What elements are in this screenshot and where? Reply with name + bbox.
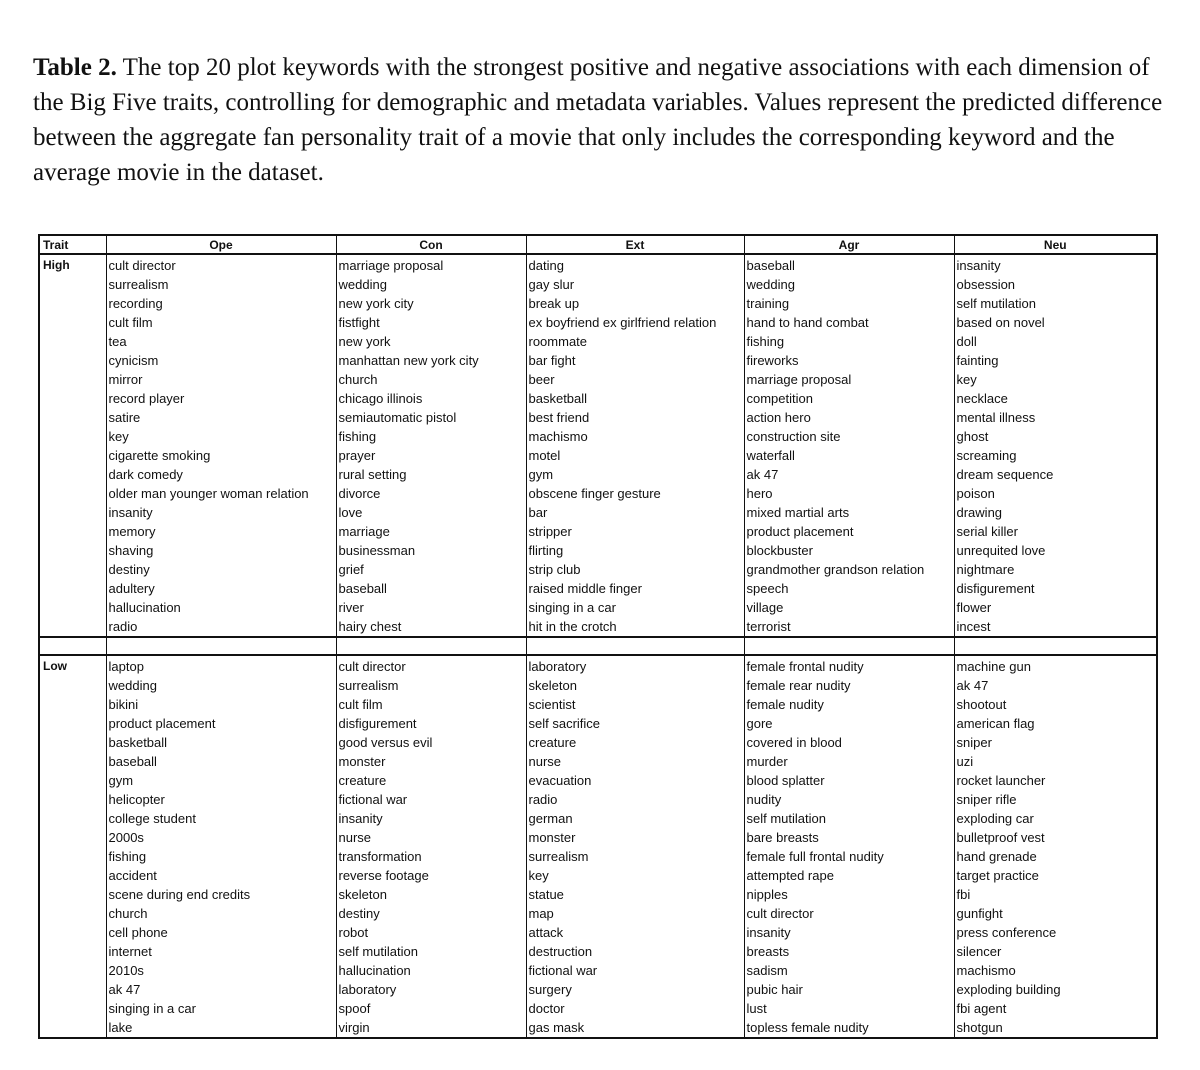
keyword-item: poison <box>956 486 995 501</box>
keyword-item: dark comedy <box>108 467 183 482</box>
keyword-item: obsession <box>956 277 1016 292</box>
keyword-item: baseball <box>338 581 387 596</box>
keyword-item: ex boyfriend ex girlfriend relation <box>528 315 717 330</box>
keyword-item: shotgun <box>956 1020 1003 1035</box>
keyword-item: incest <box>956 619 991 634</box>
high-ext-cell <box>526 254 744 637</box>
keyword-item: female frontal nudity <box>746 659 864 674</box>
keyword-item: fireworks <box>746 353 799 368</box>
keyword-item: ak 47 <box>746 467 779 482</box>
keyword-item: accident <box>108 868 157 883</box>
keyword-item: new york <box>338 334 391 349</box>
keyword-item: marriage <box>338 524 390 539</box>
keyword-item: fistfight <box>338 315 380 330</box>
keyword-item: mirror <box>108 372 143 387</box>
low-agr-cell <box>744 655 954 1038</box>
header-ope: Ope <box>106 235 336 254</box>
keyword-item: adultery <box>108 581 155 596</box>
keyword-item: blood splatter <box>746 773 825 788</box>
keyword-item: motel <box>528 448 561 463</box>
low-neu-cell <box>954 655 1157 1038</box>
low-ext-cell <box>526 655 744 1038</box>
keyword-item: key <box>528 868 549 883</box>
keyword-item: laptop <box>108 659 144 674</box>
trait-low-label: Low <box>39 655 106 1038</box>
keyword-item: insanity <box>956 258 1001 273</box>
keyword-item: obscene finger gesture <box>528 486 661 501</box>
keyword-item: insanity <box>108 505 153 520</box>
keyword-item: sadism <box>746 963 788 978</box>
keyword-item: self mutilation <box>338 944 418 959</box>
keyword-item: radio <box>108 619 138 634</box>
keyword-item: necklace <box>956 391 1008 406</box>
keyword-item: german <box>528 811 573 826</box>
keyword-item: product placement <box>746 524 854 539</box>
keyword-item: hallucination <box>108 600 181 615</box>
keyword-item: village <box>746 600 784 615</box>
keyword-item: key <box>956 372 977 387</box>
keyword-item: rural setting <box>338 467 407 482</box>
keyword-item: love <box>338 505 363 520</box>
keyword-item: helicopter <box>108 792 165 807</box>
keyword-item: hit in the crotch <box>528 619 617 634</box>
keyword-item: gym <box>108 773 134 788</box>
keyword-item: lust <box>746 1001 767 1016</box>
keyword-item: bar <box>528 505 548 520</box>
keyword-item: church <box>338 372 378 387</box>
header-con: Con <box>336 235 526 254</box>
keyword-item: singing in a car <box>108 1001 196 1016</box>
keyword-item: memory <box>108 524 156 539</box>
keyword-item: destiny <box>338 906 380 921</box>
keyword-item: uzi <box>956 754 974 769</box>
keyword-item: scene during end credits <box>108 887 251 902</box>
keywords-table <box>38 234 1158 1039</box>
keyword-item: wedding <box>338 277 387 292</box>
high-agr-cell <box>744 254 954 637</box>
trait-high-label: High <box>39 254 106 637</box>
keyword-item: reverse footage <box>338 868 429 883</box>
keyword-item: topless female nudity <box>746 1020 869 1035</box>
keyword-item: silencer <box>956 944 1002 959</box>
keyword-item: radio <box>528 792 558 807</box>
keyword-item: college student <box>108 811 196 826</box>
low-section <box>39 655 1157 1038</box>
keyword-item: dating <box>528 258 564 273</box>
keyword-item: serial killer <box>956 524 1018 539</box>
keyword-item: strip club <box>528 562 581 577</box>
keyword-item: evacuation <box>528 773 592 788</box>
header-agr: Agr <box>744 235 954 254</box>
caption-label: Table 2. <box>33 54 117 81</box>
keyword-item: prayer <box>338 448 376 463</box>
keyword-item: attempted rape <box>746 868 834 883</box>
keyword-item: chicago illinois <box>338 391 423 406</box>
high-section <box>39 254 1157 637</box>
keyword-item: monster <box>528 830 576 845</box>
keyword-item: sniper <box>956 735 992 750</box>
keyword-item: cult director <box>746 906 814 921</box>
keyword-item: flower <box>956 600 992 615</box>
keyword-item: fainting <box>956 353 999 368</box>
keyword-item: blockbuster <box>746 543 813 558</box>
keyword-item: ghost <box>956 429 989 444</box>
keyword-item: map <box>528 906 554 921</box>
header-ext: Ext <box>526 235 744 254</box>
keyword-item: monster <box>338 754 386 769</box>
keyword-item: fbi <box>956 887 971 902</box>
keyword-item: cell phone <box>108 925 168 940</box>
keyword-item: basketball <box>528 391 588 406</box>
keyword-item: nightmare <box>956 562 1015 577</box>
keyword-item: pubic hair <box>746 982 803 997</box>
keyword-item: surrealism <box>338 678 399 693</box>
low-con-cell <box>336 655 526 1038</box>
keyword-item: hallucination <box>338 963 411 978</box>
keyword-item: gym <box>528 467 554 482</box>
keyword-item: skeleton <box>338 887 387 902</box>
keyword-item: wedding <box>108 678 157 693</box>
keyword-item: waterfall <box>746 448 795 463</box>
keyword-item: fishing <box>338 429 377 444</box>
keyword-item: covered in blood <box>746 735 842 750</box>
keyword-item: gay slur <box>528 277 575 292</box>
keyword-item: machismo <box>528 429 588 444</box>
keyword-item: marriage proposal <box>746 372 852 387</box>
keyword-item: 2000s <box>108 830 144 845</box>
keyword-item: rocket launcher <box>956 773 1046 788</box>
high-ope-cell <box>106 254 336 637</box>
keyword-item: hero <box>746 486 773 501</box>
keyword-item: ak 47 <box>108 982 141 997</box>
keyword-item: good versus evil <box>338 735 433 750</box>
keyword-item: businessman <box>338 543 416 558</box>
keyword-item: attack <box>528 925 564 940</box>
keyword-item: shaving <box>108 543 154 558</box>
keyword-item: cult director <box>338 659 406 674</box>
keyword-item: wedding <box>746 277 795 292</box>
keyword-item: grief <box>338 562 364 577</box>
keyword-item: semiautomatic pistol <box>338 410 457 425</box>
keyword-item: cigarette smoking <box>108 448 211 463</box>
keyword-item: surgery <box>528 982 572 997</box>
keyword-item: self sacrifice <box>528 716 601 731</box>
keyword-item: screaming <box>956 448 1017 463</box>
table-caption <box>33 50 1173 190</box>
keyword-item: sniper rifle <box>956 792 1017 807</box>
keyword-item: surrealism <box>108 277 169 292</box>
keyword-item: nurse <box>338 830 372 845</box>
keyword-item: church <box>108 906 148 921</box>
keyword-item: cult film <box>108 315 153 330</box>
keyword-item: female full frontal nudity <box>746 849 884 864</box>
keyword-item: product placement <box>108 716 216 731</box>
keyword-item: machine gun <box>956 659 1031 674</box>
keyword-item: marriage proposal <box>338 258 444 273</box>
keyword-item: speech <box>746 581 789 596</box>
keyword-item: bar fight <box>528 353 576 368</box>
high-con-cell <box>336 254 526 637</box>
keyword-item: hand grenade <box>956 849 1037 864</box>
keyword-item: female nudity <box>746 697 824 712</box>
keyword-item: destiny <box>108 562 150 577</box>
section-separator <box>39 637 1157 655</box>
keyword-item: surrealism <box>528 849 589 864</box>
keyword-item: spoof <box>338 1001 371 1016</box>
keyword-item: drawing <box>956 505 1003 520</box>
keyword-item: satire <box>108 410 141 425</box>
keyword-item: bare breasts <box>746 830 819 845</box>
keyword-item: laboratory <box>338 982 397 997</box>
keyword-item: record player <box>108 391 185 406</box>
keyword-item: basketball <box>108 735 168 750</box>
keyword-item: manhattan new york city <box>338 353 479 368</box>
keyword-item: american flag <box>956 716 1035 731</box>
keyword-item: beer <box>528 372 555 387</box>
keyword-item: 2010s <box>108 963 144 978</box>
keyword-item: mixed martial arts <box>746 505 850 520</box>
keyword-item: ak 47 <box>956 678 989 693</box>
keyword-item: bulletproof vest <box>956 830 1045 845</box>
keyword-item: training <box>746 296 790 311</box>
keyword-item: baseball <box>108 754 157 769</box>
keyword-item: nipples <box>746 887 788 902</box>
keyword-item: press conference <box>956 925 1057 940</box>
keyword-item: recording <box>108 296 163 311</box>
keyword-item: gas mask <box>528 1020 585 1035</box>
keyword-item: key <box>108 429 129 444</box>
keyword-item: fictional war <box>528 963 598 978</box>
keyword-item: virgin <box>338 1020 370 1035</box>
keyword-item: target practice <box>956 868 1039 883</box>
keyword-item: creature <box>338 773 387 788</box>
keyword-item: insanity <box>746 925 791 940</box>
keyword-item: river <box>338 600 364 615</box>
keyword-item: fbi agent <box>956 1001 1007 1016</box>
keyword-item: nurse <box>528 754 562 769</box>
keyword-item: cult film <box>338 697 383 712</box>
keyword-item: gore <box>746 716 773 731</box>
header-trait: Trait <box>39 235 106 254</box>
keyword-item: terrorist <box>746 619 791 634</box>
keyword-item: gunfight <box>956 906 1003 921</box>
keyword-item: dream sequence <box>956 467 1054 482</box>
keyword-item: female rear nudity <box>746 678 851 693</box>
keyword-item: tea <box>108 334 127 349</box>
keyword-item: laboratory <box>528 659 587 674</box>
keyword-item: nudity <box>746 792 782 807</box>
keyword-item: doctor <box>528 1001 565 1016</box>
keyword-item: grandmother grandson relation <box>746 562 925 577</box>
keyword-item: disfigurement <box>338 716 417 731</box>
keyword-item: breasts <box>746 944 790 959</box>
keyword-item: creature <box>528 735 577 750</box>
caption-text: The top 20 plot keywords with the strongest positive and negative associations with each dimension of the Big Five traits, controlling for demographic and metadata variables. Values represent the predicted difference between the aggregate fan personality trait of a movie that only includes the corresponding keyword and the average movie in the dataset. <box>33 54 1163 186</box>
keyword-item: self mutilation <box>956 296 1036 311</box>
keyword-item: break up <box>528 296 580 311</box>
keyword-item: older man younger woman relation <box>108 486 309 501</box>
keyword-item: internet <box>108 944 152 959</box>
high-neu-cell <box>954 254 1157 637</box>
keyword-item: stripper <box>528 524 572 539</box>
keyword-item: baseball <box>746 258 795 273</box>
keyword-item: destruction <box>528 944 593 959</box>
keyword-item: best friend <box>528 410 590 425</box>
keyword-item: cynicism <box>108 353 159 368</box>
keyword-item: self mutilation <box>746 811 826 826</box>
keyword-item: insanity <box>338 811 383 826</box>
keyword-item: fishing <box>746 334 785 349</box>
keyword-item: lake <box>108 1020 133 1035</box>
keyword-item: scientist <box>528 697 576 712</box>
keyword-item: machismo <box>956 963 1016 978</box>
keyword-item: roommate <box>528 334 588 349</box>
keyword-item: mental illness <box>956 410 1036 425</box>
keyword-item: hand to hand combat <box>746 315 869 330</box>
keyword-item: bikini <box>108 697 139 712</box>
keyword-item: unrequited love <box>956 543 1046 558</box>
keyword-item: hairy chest <box>338 619 402 634</box>
keyword-item: murder <box>746 754 788 769</box>
keyword-item: shootout <box>956 697 1007 712</box>
keyword-item: singing in a car <box>528 600 616 615</box>
keyword-item: competition <box>746 391 813 406</box>
keyword-item: fictional war <box>338 792 408 807</box>
keyword-item: exploding building <box>956 982 1061 997</box>
keyword-item: action hero <box>746 410 811 425</box>
keyword-item: divorce <box>338 486 381 501</box>
keyword-item: statue <box>528 887 564 902</box>
header-row <box>39 235 1157 254</box>
keyword-item: doll <box>956 334 977 349</box>
header-neu: Neu <box>954 235 1157 254</box>
keyword-item: raised middle finger <box>528 581 642 596</box>
keyword-item: fishing <box>108 849 147 864</box>
keyword-item: flirting <box>528 543 564 558</box>
keyword-item: disfigurement <box>956 581 1035 596</box>
keyword-item: skeleton <box>528 678 577 693</box>
keyword-item: robot <box>338 925 369 940</box>
keyword-item: transformation <box>338 849 422 864</box>
keyword-item: based on novel <box>956 315 1045 330</box>
keyword-item: exploding car <box>956 811 1034 826</box>
keyword-item: cult director <box>108 258 176 273</box>
keyword-item: new york city <box>338 296 414 311</box>
low-ope-cell <box>106 655 336 1038</box>
keyword-item: construction site <box>746 429 841 444</box>
